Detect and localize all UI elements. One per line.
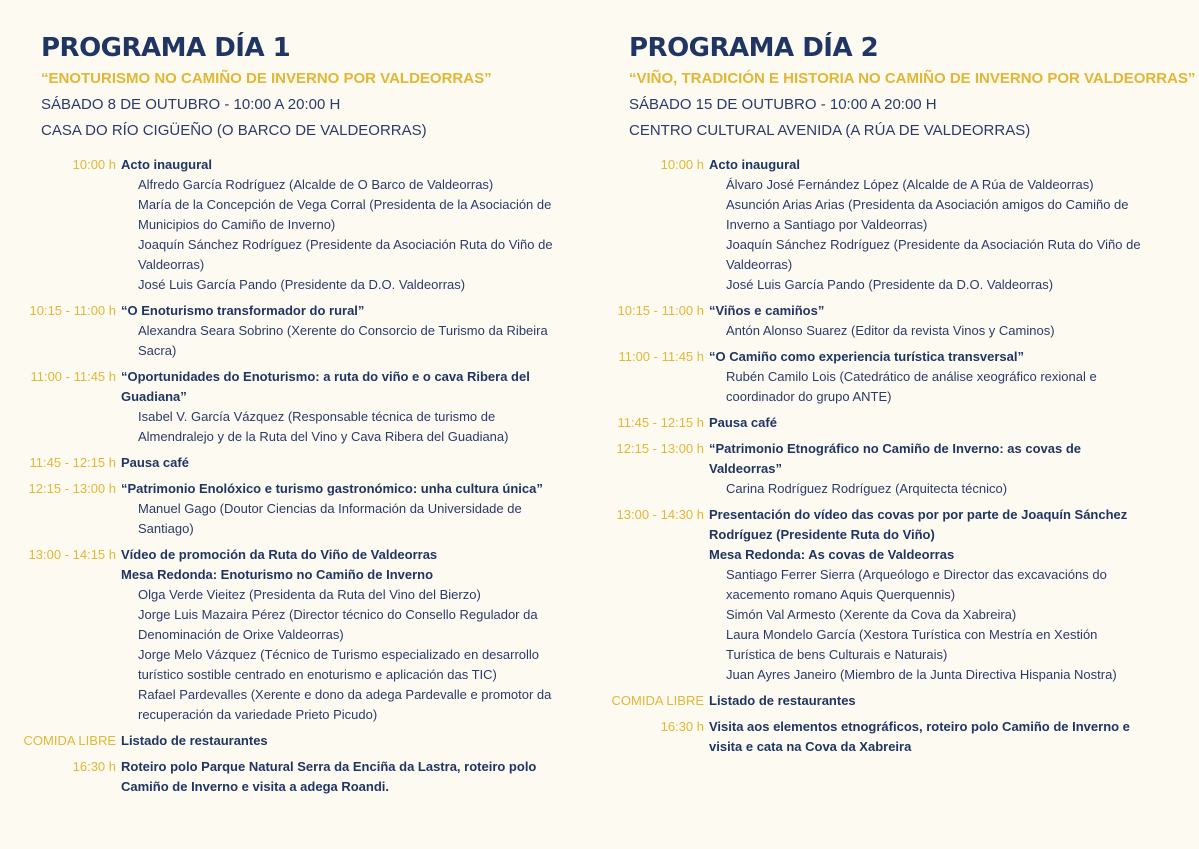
event-time: COMIDA LIBRE <box>23 733 116 748</box>
schedule-event <box>588 505 1148 685</box>
event-body <box>121 731 560 751</box>
event-time: 11:45 - 12:15 h <box>29 455 116 470</box>
event-title: Acto inaugural <box>709 157 801 172</box>
speaker-line: Álvaro José Fernández López (Alcalde de A Rúa de Valdeorras) <box>726 177 1094 192</box>
day2-title: PROGRAMA DÍA 2 <box>629 33 879 63</box>
day2-subtitle: “VIÑO, TRADICIÓN E HISTORIA NO CAMIÑO DE INVERNO POR VALDEORRAS” <box>629 70 1196 87</box>
event-body <box>121 479 560 539</box>
day1-date: SÁBADO 8 DE OUTUBRO - 10:00 A 20:00 H <box>41 96 341 113</box>
event-title: Listado de restaurantes <box>121 733 268 748</box>
event-time: 16:30 h <box>72 759 116 774</box>
event-title: Vídeo de promoción da Ruta do Viño de Valdeorras <box>121 547 438 562</box>
event-title: Roteiro polo Parque Natural Serra da Enciña da Lastra, roteiro polo Camiño de Inverno e visita a adega Roandi. <box>121 759 537 794</box>
event-body <box>709 717 1148 757</box>
event-title: “Oportunidades do Enoturismo: a ruta do viño e o cava Ribera del Guadiana” <box>121 369 530 404</box>
event-body <box>709 505 1148 685</box>
event-body <box>121 367 560 447</box>
event-body <box>709 439 1148 499</box>
event-time: COMIDA LIBRE <box>611 693 704 708</box>
schedule-event <box>0 453 560 473</box>
event-title: Pausa café <box>121 455 189 470</box>
day1-subtitle: “ENOTURISMO NO CAMIÑO DE INVERNO POR VALDEORRAS” <box>41 70 492 87</box>
speaker-line: Santiago Ferrer Sierra (Arqueólogo e Director das excavacións do xacemento romano Aquis Querquennis) <box>726 567 1107 602</box>
speaker-line: Jorge Melo Vázquez (Técnico de Turismo especializado en desarrollo turístico sostible centrado en enoturismo e aplicación das TIC) <box>138 647 540 682</box>
speaker-line: Isabel V. García Vázquez (Responsable técnica de turismo de Almendralejo y de la Ruta del Vino y Cava Ribera del Guadiana) <box>138 409 509 444</box>
speaker-line: Alexandra Seara Sobrino (Xerente do Consorcio de Turismo da Ribeira Sacra) <box>138 323 548 358</box>
day2-events <box>588 155 1148 757</box>
event-time: 12:15 - 13:00 h <box>28 481 116 496</box>
event-title: Acto inaugural <box>121 157 213 172</box>
schedule-event <box>588 691 1148 711</box>
speaker-line: Joaquín Sánchez Rodríguez (Presidente da Asociación Ruta do Viño de Valdeorras) <box>726 237 1141 272</box>
schedule-event <box>588 717 1148 757</box>
event-body <box>709 413 1148 433</box>
schedule-event <box>588 347 1148 407</box>
speaker-line: José Luis García Pando (Presidente da D.O. Valdeorras) <box>726 277 1054 292</box>
schedule-event <box>0 479 560 539</box>
speaker-line: José Luis García Pando (Presidente da D.O. Valdeorras) <box>138 277 466 292</box>
event-body <box>709 301 1148 341</box>
event-title: Visita aos elementos etnográficos, roteiro polo Camiño de Inverno e visita e cata na Cova da Xabreira <box>709 719 1130 754</box>
speaker-line: Laura Mondelo García (Xestora Turística con Mestría en Xestión Turística de bens Culturais e Naturais) <box>726 627 1098 662</box>
event-title: “Viños e camiños” <box>709 303 825 318</box>
speaker-line: Rubén Camilo Lois (Catedrático de análise xeográfico rexional e coordinador do grupo ANTE) <box>726 369 1097 404</box>
schedule-event <box>588 301 1148 341</box>
event-time: 10:00 h <box>72 157 116 172</box>
speaker-line: Alfredo García Rodríguez (Alcalde de O Barco de Valdeorras) <box>138 177 494 192</box>
event-title: “Patrimonio Etnográfico no Camiño de Inverno: as covas de Valdeorras” <box>709 441 1082 476</box>
event-subtitle: Mesa Redonda: Enoturismo no Camiño de Inverno <box>121 567 434 582</box>
schedule-event <box>588 439 1148 499</box>
speaker-line: Asunción Arias Arias (Presidenta da Asociación amigos do Camiño de Inverno a Santiago por Valdeorras) <box>726 197 1129 232</box>
event-subtitle: Mesa Redonda: As covas de Valdeorras <box>709 547 955 562</box>
event-time: 11:00 - 11:45 h <box>618 349 704 364</box>
event-body <box>121 453 560 473</box>
schedule-event <box>0 155 560 295</box>
event-time: 10:15 - 11:00 h <box>617 303 704 318</box>
event-title: “O Enoturismo transformador do rural” <box>121 303 365 318</box>
speaker-line: María de la Concepción de Vega Corral (Presidenta de la Asociación de Municipios do Camiño de Inverno) <box>138 197 552 232</box>
speaker-line: Joaquín Sánchez Rodríguez (Presidente da Asociación Ruta do Viño de Valdeorras) <box>138 237 553 272</box>
event-time: 10:00 h <box>660 157 704 172</box>
event-body <box>709 155 1148 295</box>
event-body <box>709 691 1148 711</box>
event-body <box>121 545 560 725</box>
speaker-line: Juan Ayres Janeiro (Miembro de la Junta Directiva Hispania Nostra) <box>726 667 1117 682</box>
event-title: “Patrimonio Enolóxico e turismo gastronómico: unha cultura única” <box>121 481 543 496</box>
schedule-event <box>0 731 560 751</box>
day1-events <box>0 155 560 797</box>
event-title: Pausa café <box>709 415 777 430</box>
speaker-line: Manuel Gago (Doutor Ciencias da Información da Universidade de Santiago) <box>138 501 522 536</box>
event-title: “O Camiño como experiencia turística transversal” <box>709 349 1025 364</box>
speaker-line: Olga Verde Vieitez (Presidenta da Ruta del Vino del Bierzo) <box>138 587 481 602</box>
event-title: Presentación do vídeo das covas por por parte de Joaquín Sánchez Rodríguez (Presidente Ruta do Viño) <box>709 507 1128 542</box>
schedule-event <box>0 301 560 361</box>
schedule-event <box>588 155 1148 295</box>
event-time: 11:45 - 12:15 h <box>617 415 704 430</box>
event-time: 10:15 - 11:00 h <box>29 303 116 318</box>
day2-place: CENTRO CULTURAL AVENIDA (A RÚA DE VALDEORRAS) <box>629 122 1031 139</box>
event-time: 13:00 - 14:30 h <box>616 507 704 522</box>
event-body <box>709 347 1148 407</box>
speaker-line: Jorge Luis Mazaira Pérez (Director técnico do Consello Regulador da Denominación de Orixe Valdeorras) <box>138 607 538 642</box>
day2-date: SÁBADO 15 DE OUTUBRO - 10:00 A 20:00 H <box>629 96 937 113</box>
event-body <box>121 757 560 797</box>
day1-title: PROGRAMA DÍA 1 <box>41 33 291 63</box>
day2-column <box>588 30 1196 763</box>
schedule-event <box>0 367 560 447</box>
speaker-line: Simón Val Armesto (Xerente da Cova da Xabreira) <box>726 607 1017 622</box>
event-time: 13:00 - 14:15 h <box>28 547 116 562</box>
event-title: Listado de restaurantes <box>709 693 856 708</box>
speaker-line: Rafael Pardevalles (Xerente e dono da adega Pardevalle e promotor da recuperación da variedade Prieto Picudo) <box>138 687 552 722</box>
day1-column <box>0 30 560 803</box>
schedule-event <box>0 545 560 725</box>
event-time: 16:30 h <box>660 719 704 734</box>
event-body <box>121 301 560 361</box>
event-time: 12:15 - 13:00 h <box>616 441 704 456</box>
schedule-event <box>0 757 560 797</box>
schedule-event <box>588 413 1148 433</box>
speaker-line: Antón Alonso Suarez (Editor da revista Vinos y Caminos) <box>726 323 1055 338</box>
event-time: 11:00 - 11:45 h <box>30 369 116 384</box>
day1-place: CASA DO RÍO CIGÜEÑO (O BARCO DE VALDEORRAS) <box>41 122 427 139</box>
event-body <box>121 155 560 295</box>
speaker-line: Carina Rodríguez Rodríguez (Arquitecta técnico) <box>726 481 1008 496</box>
